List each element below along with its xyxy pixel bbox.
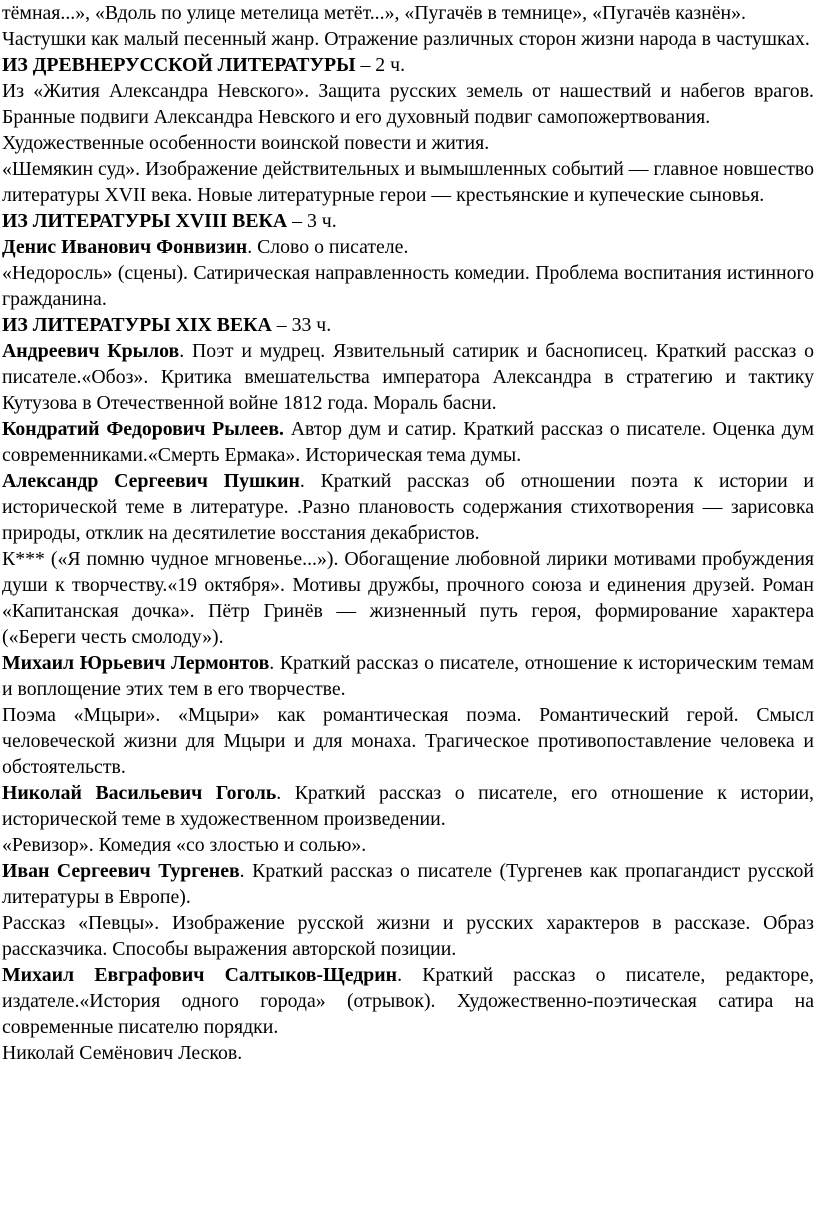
author-name: Кондратий Федорович Рылеев.: [2, 418, 284, 440]
section-heading-hours: – 33 ч.: [271, 314, 332, 336]
section-heading-title: ИЗ ЛИТЕРАТУРЫ XIX ВЕКА: [2, 314, 272, 336]
section-heading-title: ИЗ ДРЕВНЕРУССКОЙ ЛИТЕРАТУРЫ: [2, 54, 356, 76]
author-name: Иван Сергеевич Тургенев: [2, 860, 240, 882]
text-run: «Шемякин суд». Изображение действительных и вымышленных событий — главное новшество литературы XVII века. Новые литературные герои — крестьянские и купеческие сыновья.: [2, 158, 814, 206]
author-paragraph: [2, 962, 814, 1040]
section-heading-hours: – 3 ч.: [287, 210, 337, 232]
text-run: . Краткий рассказ о писателе, его отношение к истории, исторической теме в художественном произведении.: [2, 782, 814, 830]
author-name: Михаил Евграфович Салтыков-Щедрин: [2, 964, 398, 986]
author-paragraph: [2, 468, 814, 546]
paragraph: [2, 832, 814, 858]
text-run: Поэма «Мцыри». «Мцыри» как романтическая поэма. Романтический герой. Смысл человеческой жизни для Мцыри и для монаха. Трагическое противопоставление человека и обстоятельств.: [2, 704, 814, 778]
paragraph: [2, 1040, 814, 1066]
author-paragraph: [2, 338, 814, 416]
paragraph: [2, 156, 814, 208]
text-run: Из «Жития Александра Невского». Защита русских земель от нашествий и набегов врагов. Бранные подвиги Александра Невского и его духовный подвиг самопожертвования.: [2, 80, 814, 128]
text-run: Частушки как малый песенный жанр. Отражение различных сторон жизни народа в частушках.: [2, 28, 810, 50]
text-run: «Недоросль» (сцены). Сатирическая направленность комедии. Проблема воспитания истинного гражданина.: [2, 262, 814, 310]
paragraph: [2, 546, 814, 650]
author-paragraph: [2, 780, 814, 832]
text-run: «Ревизор». Комедия «со злостью и солью».: [2, 834, 367, 856]
text-run: . Краткий рассказ об отношении поэта к истории и исторической теме в литературе. .Разно плановость содержания стихотворения — зарисовка природы, отклик на десятилетие восстания декабристов.: [2, 470, 814, 544]
text-run: Рассказ «Певцы». Изображение русской жизни и русских характеров в рассказе. Образ рассказчика. Способы выражения авторской позиции.: [2, 912, 814, 960]
text-run: Николай Семёнович Лесков.: [2, 1042, 243, 1064]
paragraph: [2, 26, 814, 52]
author-paragraph: [2, 234, 814, 260]
author-name: Андреевич Крылов: [2, 340, 180, 362]
author-paragraph: [2, 416, 814, 468]
paragraph: [2, 702, 814, 780]
text-run: Художественные особенности воинской повести и жития.: [2, 132, 490, 154]
author-paragraph: [2, 650, 814, 702]
author-name: Михаил Юрьевич Лермонтов: [2, 652, 270, 674]
paragraph: [2, 260, 814, 312]
text-run: . Поэт и мудрец. Язвительный сатирик и баснописец. Краткий рассказ о писателе.«Обоз». Критика вмешательства императора Александра в стратегию и тактику Кутузова в Отечественной войне 1812 года. Мораль басни.: [2, 340, 814, 414]
paragraph: [2, 130, 814, 156]
author-paragraph: [2, 858, 814, 910]
text-run: . Краткий рассказ о писателе, редакторе, издателе.«История одного города» (отрывок). Художественно-поэтическая сатира на современные писателю порядки.: [2, 964, 814, 1038]
text-run: тёмная...», «Вдоль по улице метелица метёт...», «Пугачёв в темнице», «Пугачёв казнён».: [2, 2, 746, 24]
text-run: Автор дум и сатир. Краткий рассказ о писателе. Оценка дум современниками.«Смерть Ермака». Историческая тема думы.: [2, 418, 814, 466]
paragraph: [2, 78, 814, 130]
text-run: . Краткий рассказ о писателе (Тургенев как пропагандист русской литературы в Европе).: [2, 860, 814, 908]
section-heading: [2, 52, 814, 78]
author-name: Николай Васильевич Гоголь: [2, 782, 277, 804]
text-run: . Краткий рассказ о писателе, отношение к историческим темам и воплощение этих тем в его творчестве.: [2, 652, 814, 700]
paragraph: [2, 0, 814, 26]
text-run: . Слово о писателе.: [247, 236, 409, 258]
section-heading: [2, 312, 814, 338]
text-run: К*** («Я помню чудное мгновенье...»). Обогащение любовной лирики мотивами пробуждения души к творчеству.«19 октября». Мотивы дружбы, прочного союза и единения друзей. Роман «Капитанская дочка». Пётр Гринёв — жизненный путь героя, формирование характера («Береги честь смолоду»).: [2, 548, 814, 648]
author-name: Александр Сергеевич Пушкин: [2, 470, 300, 492]
paragraph: [2, 910, 814, 962]
section-heading: [2, 208, 814, 234]
author-name: Денис Иванович Фонвизин: [2, 236, 248, 258]
section-heading-hours: – 2 ч.: [355, 54, 406, 76]
section-heading-title: ИЗ ЛИТЕРАТУРЫ XVIII ВЕКА: [2, 210, 288, 232]
